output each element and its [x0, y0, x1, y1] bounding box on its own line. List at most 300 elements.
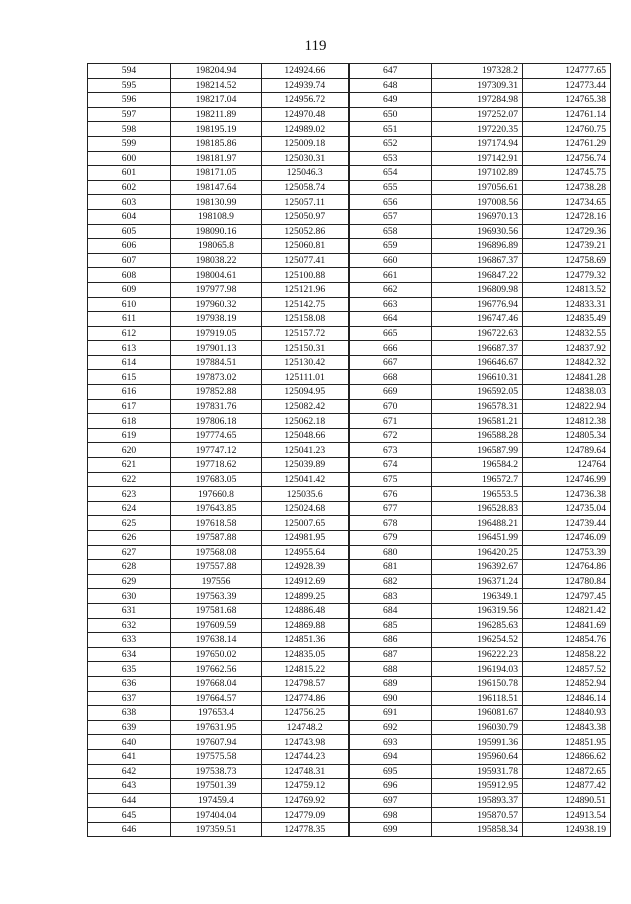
y-coordinate-cell: 125094.95	[262, 385, 349, 400]
x-coordinate-cell: 198181.97	[171, 151, 262, 166]
table-row	[88, 428, 611, 443]
x-coordinate-cell: 197643.85	[171, 501, 262, 516]
y-coordinate-cell: 124734.65	[523, 195, 611, 210]
y-coordinate-cell: 125041.42	[262, 472, 349, 487]
y-coordinate-cell: 125130.42	[262, 355, 349, 370]
y-coordinate-cell: 124815.22	[262, 662, 349, 677]
table-row	[88, 487, 611, 502]
x-coordinate-cell: 197960.32	[171, 297, 262, 312]
point-number-cell: 638	[88, 706, 171, 721]
x-coordinate-cell: 197575.58	[171, 749, 262, 764]
x-coordinate-cell: 197404.04	[171, 808, 262, 823]
table-row	[88, 706, 611, 721]
y-coordinate-cell: 124840.93	[523, 706, 611, 721]
table-row	[88, 662, 611, 677]
x-coordinate-cell: 196392.67	[432, 560, 523, 575]
table-row	[88, 341, 611, 356]
table-row	[88, 735, 611, 750]
x-coordinate-cell: 197501.39	[171, 779, 262, 794]
table-row	[88, 414, 611, 429]
x-coordinate-cell: 196553.5	[432, 487, 523, 502]
table-row	[88, 268, 611, 283]
x-coordinate-cell: 197459.4	[171, 793, 262, 808]
y-coordinate-cell: 124841.69	[523, 618, 611, 633]
point-number-cell: 635	[88, 662, 171, 677]
y-coordinate-cell: 125142.75	[262, 297, 349, 312]
y-coordinate-cell: 124981.95	[262, 531, 349, 546]
point-number-cell: 631	[88, 603, 171, 618]
point-number-cell: 675	[349, 472, 432, 487]
table-row	[88, 691, 611, 706]
y-coordinate-cell: 124798.57	[262, 676, 349, 691]
x-coordinate-cell: 197884.51	[171, 355, 262, 370]
y-coordinate-cell: 124851.95	[523, 735, 611, 750]
y-coordinate-cell: 124756.74	[523, 151, 611, 166]
y-coordinate-cell: 124760.75	[523, 122, 611, 137]
y-coordinate-cell: 124970.48	[262, 107, 349, 122]
point-number-cell: 606	[88, 239, 171, 254]
y-coordinate-cell: 124854.76	[523, 633, 611, 648]
x-coordinate-cell: 198185.86	[171, 136, 262, 151]
y-coordinate-cell: 125050.97	[262, 209, 349, 224]
y-coordinate-cell: 125060.81	[262, 239, 349, 254]
table-row	[88, 122, 611, 137]
point-number-cell: 640	[88, 735, 171, 750]
y-coordinate-cell: 124764.86	[523, 560, 611, 575]
x-coordinate-cell: 196847.22	[432, 268, 523, 283]
point-number-cell: 639	[88, 720, 171, 735]
point-number-cell: 680	[349, 545, 432, 560]
x-coordinate-cell: 197747.12	[171, 443, 262, 458]
point-number-cell: 598	[88, 122, 171, 137]
table-row	[88, 297, 611, 312]
y-coordinate-cell: 125009.18	[262, 136, 349, 151]
x-coordinate-cell: 197008.56	[432, 195, 523, 210]
point-number-cell: 642	[88, 764, 171, 779]
y-coordinate-cell: 124838.03	[523, 385, 611, 400]
table-row	[88, 355, 611, 370]
y-coordinate-cell: 125082.42	[262, 399, 349, 414]
x-coordinate-cell: 197831.76	[171, 399, 262, 414]
x-coordinate-cell: 197359.51	[171, 822, 262, 837]
y-coordinate-cell: 124777.65	[523, 64, 611, 79]
point-number-cell: 595	[88, 78, 171, 93]
point-number-cell: 679	[349, 531, 432, 546]
x-coordinate-cell: 196930.56	[432, 224, 523, 239]
table-row	[88, 501, 611, 516]
y-coordinate-cell: 124805.34	[523, 428, 611, 443]
table-row	[88, 603, 611, 618]
x-coordinate-cell: 198038.22	[171, 253, 262, 268]
table-row	[88, 676, 611, 691]
point-number-cell: 694	[349, 749, 432, 764]
point-number-cell: 617	[88, 399, 171, 414]
y-coordinate-cell: 124989.02	[262, 122, 349, 137]
y-coordinate-cell: 124866.62	[523, 749, 611, 764]
x-coordinate-cell: 196528.83	[432, 501, 523, 516]
y-coordinate-cell: 125024.68	[262, 501, 349, 516]
point-number-cell: 665	[349, 326, 432, 341]
x-coordinate-cell: 196578.31	[432, 399, 523, 414]
y-coordinate-cell: 125062.18	[262, 414, 349, 429]
x-coordinate-cell: 196687.37	[432, 341, 523, 356]
y-coordinate-cell: 125111.01	[262, 370, 349, 385]
table-row	[88, 239, 611, 254]
y-coordinate-cell: 124739.44	[523, 516, 611, 531]
y-coordinate-cell: 124813.52	[523, 282, 611, 297]
x-coordinate-cell: 196610.31	[432, 370, 523, 385]
x-coordinate-cell: 197664.57	[171, 691, 262, 706]
x-coordinate-cell: 198004.61	[171, 268, 262, 283]
table-row	[88, 136, 611, 151]
point-number-cell: 616	[88, 385, 171, 400]
y-coordinate-cell: 124735.04	[523, 501, 611, 516]
x-coordinate-cell: 198211.89	[171, 107, 262, 122]
point-number-cell: 643	[88, 779, 171, 794]
x-coordinate-cell: 197901.13	[171, 341, 262, 356]
x-coordinate-cell: 196451.99	[432, 531, 523, 546]
table-row	[88, 808, 611, 823]
y-coordinate-cell: 124797.45	[523, 589, 611, 604]
table-row	[88, 224, 611, 239]
point-number-cell: 652	[349, 136, 432, 151]
table-row	[88, 749, 611, 764]
y-coordinate-cell: 124955.64	[262, 545, 349, 560]
y-coordinate-cell: 125048.66	[262, 428, 349, 443]
table-row	[88, 195, 611, 210]
x-coordinate-cell: 198108.9	[171, 209, 262, 224]
point-number-cell: 609	[88, 282, 171, 297]
point-number-cell: 630	[88, 589, 171, 604]
point-number-cell: 659	[349, 239, 432, 254]
page-number: 119	[304, 38, 327, 54]
point-number-cell: 699	[349, 822, 432, 837]
y-coordinate-cell: 125035.6	[262, 487, 349, 502]
point-number-cell: 693	[349, 735, 432, 750]
y-coordinate-cell: 124938.19	[523, 822, 611, 837]
point-number-cell: 619	[88, 428, 171, 443]
point-number-cell: 674	[349, 458, 432, 473]
point-number-cell: 664	[349, 312, 432, 327]
x-coordinate-cell: 197653.4	[171, 706, 262, 721]
point-number-cell: 649	[349, 93, 432, 108]
y-coordinate-cell: 124759.12	[262, 779, 349, 794]
point-number-cell: 646	[88, 822, 171, 837]
point-number-cell: 599	[88, 136, 171, 151]
y-coordinate-cell: 124912.69	[262, 574, 349, 589]
point-number-cell: 601	[88, 166, 171, 181]
table-row	[88, 180, 611, 195]
y-coordinate-cell: 124843.38	[523, 720, 611, 735]
point-number-cell: 670	[349, 399, 432, 414]
y-coordinate-cell: 124846.14	[523, 691, 611, 706]
point-number-cell: 656	[349, 195, 432, 210]
table-row	[88, 399, 611, 414]
y-coordinate-cell: 124852.94	[523, 676, 611, 691]
point-number-cell: 628	[88, 560, 171, 575]
point-number-cell: 650	[349, 107, 432, 122]
point-number-cell: 626	[88, 531, 171, 546]
point-number-cell: 597	[88, 107, 171, 122]
point-number-cell: 645	[88, 808, 171, 823]
table-row	[88, 443, 611, 458]
table-row	[88, 78, 611, 93]
table-row	[88, 560, 611, 575]
x-coordinate-cell: 196587.99	[432, 443, 523, 458]
x-coordinate-cell: 196722.63	[432, 326, 523, 341]
point-number-cell: 627	[88, 545, 171, 560]
x-coordinate-cell: 196867.37	[432, 253, 523, 268]
y-coordinate-cell: 125030.31	[262, 151, 349, 166]
table-row	[88, 793, 611, 808]
point-number-cell: 653	[349, 151, 432, 166]
x-coordinate-cell: 196194.03	[432, 662, 523, 677]
point-number-cell: 686	[349, 633, 432, 648]
x-coordinate-cell: 196776.94	[432, 297, 523, 312]
point-number-cell: 647	[349, 64, 432, 79]
table-row	[88, 779, 611, 794]
table-row	[88, 633, 611, 648]
point-number-cell: 608	[88, 268, 171, 283]
point-number-cell: 644	[88, 793, 171, 808]
y-coordinate-cell: 124745.75	[523, 166, 611, 181]
point-number-cell: 634	[88, 647, 171, 662]
point-number-cell: 651	[349, 122, 432, 137]
point-number-cell: 685	[349, 618, 432, 633]
x-coordinate-cell: 197852.88	[171, 385, 262, 400]
point-number-cell: 636	[88, 676, 171, 691]
y-coordinate-cell: 124779.09	[262, 808, 349, 823]
y-coordinate-cell: 124765.38	[523, 93, 611, 108]
x-coordinate-cell: 196254.52	[432, 633, 523, 648]
point-number-cell: 688	[349, 662, 432, 677]
y-coordinate-cell: 124746.09	[523, 531, 611, 546]
x-coordinate-cell: 197631.95	[171, 720, 262, 735]
x-coordinate-cell: 197174.94	[432, 136, 523, 151]
y-coordinate-cell: 125046.3	[262, 166, 349, 181]
point-number-cell: 603	[88, 195, 171, 210]
y-coordinate-cell: 124851.36	[262, 633, 349, 648]
point-number-cell: 624	[88, 501, 171, 516]
x-coordinate-cell: 196371.24	[432, 574, 523, 589]
point-number-cell: 668	[349, 370, 432, 385]
x-coordinate-cell: 197618.58	[171, 516, 262, 531]
y-coordinate-cell: 124739.21	[523, 239, 611, 254]
x-coordinate-cell: 195912.95	[432, 779, 523, 794]
point-number-cell: 604	[88, 209, 171, 224]
y-coordinate-cell: 124899.25	[262, 589, 349, 604]
point-number-cell: 672	[349, 428, 432, 443]
y-coordinate-cell: 124886.48	[262, 603, 349, 618]
y-coordinate-cell: 124956.72	[262, 93, 349, 108]
point-number-cell: 622	[88, 472, 171, 487]
point-number-cell: 692	[349, 720, 432, 735]
y-coordinate-cell: 125157.72	[262, 326, 349, 341]
x-coordinate-cell: 196285.63	[432, 618, 523, 633]
x-coordinate-cell: 195960.64	[432, 749, 523, 764]
x-coordinate-cell: 196592.05	[432, 385, 523, 400]
x-coordinate-cell: 197102.89	[432, 166, 523, 181]
x-coordinate-cell: 197587.88	[171, 531, 262, 546]
table-row	[88, 385, 611, 400]
x-coordinate-cell: 196319.56	[432, 603, 523, 618]
point-number-cell: 657	[349, 209, 432, 224]
x-coordinate-cell: 197142.91	[432, 151, 523, 166]
y-coordinate-cell: 124835.49	[523, 312, 611, 327]
point-number-cell: 663	[349, 297, 432, 312]
point-number-cell: 678	[349, 516, 432, 531]
x-coordinate-cell: 197977.98	[171, 282, 262, 297]
x-coordinate-cell: 198204.94	[171, 64, 262, 79]
point-number-cell: 637	[88, 691, 171, 706]
point-number-cell: 655	[349, 180, 432, 195]
x-coordinate-cell: 196970.13	[432, 209, 523, 224]
table-row	[88, 574, 611, 589]
point-number-cell: 600	[88, 151, 171, 166]
y-coordinate-cell: 124869.88	[262, 618, 349, 633]
table-row	[88, 166, 611, 181]
x-coordinate-cell: 195870.57	[432, 808, 523, 823]
x-coordinate-cell: 197638.14	[171, 633, 262, 648]
y-coordinate-cell: 125121.96	[262, 282, 349, 297]
table-row	[88, 647, 611, 662]
x-coordinate-cell: 197650.02	[171, 647, 262, 662]
point-number-cell: 632	[88, 618, 171, 633]
y-coordinate-cell: 124764	[523, 458, 611, 473]
y-coordinate-cell: 125077.41	[262, 253, 349, 268]
y-coordinate-cell: 124913.54	[523, 808, 611, 823]
x-coordinate-cell: 197556	[171, 574, 262, 589]
y-coordinate-cell: 124758.69	[523, 253, 611, 268]
point-number-cell: 602	[88, 180, 171, 195]
point-number-cell: 607	[88, 253, 171, 268]
x-coordinate-cell: 197568.08	[171, 545, 262, 560]
y-coordinate-cell: 124748.31	[262, 764, 349, 779]
x-coordinate-cell: 197873.02	[171, 370, 262, 385]
point-number-cell: 611	[88, 312, 171, 327]
y-coordinate-cell: 124773.44	[523, 78, 611, 93]
y-coordinate-cell: 124890.51	[523, 793, 611, 808]
point-number-cell: 660	[349, 253, 432, 268]
y-coordinate-cell: 124841.28	[523, 370, 611, 385]
x-coordinate-cell: 197774.65	[171, 428, 262, 443]
y-coordinate-cell: 124821.42	[523, 603, 611, 618]
x-coordinate-cell: 197581.68	[171, 603, 262, 618]
point-number-cell: 681	[349, 560, 432, 575]
table-row	[88, 531, 611, 546]
y-coordinate-cell: 124789.64	[523, 443, 611, 458]
table-row	[88, 589, 611, 604]
y-coordinate-cell: 124778.35	[262, 822, 349, 837]
point-number-cell: 687	[349, 647, 432, 662]
y-coordinate-cell: 124872.65	[523, 764, 611, 779]
x-coordinate-cell: 197683.05	[171, 472, 262, 487]
x-coordinate-cell: 195858.34	[432, 822, 523, 837]
x-coordinate-cell: 197538.73	[171, 764, 262, 779]
x-coordinate-cell: 196222.23	[432, 647, 523, 662]
y-coordinate-cell: 124774.86	[262, 691, 349, 706]
point-number-cell: 596	[88, 93, 171, 108]
x-coordinate-cell: 198171.05	[171, 166, 262, 181]
point-number-cell: 633	[88, 633, 171, 648]
point-number-cell: 620	[88, 443, 171, 458]
y-coordinate-cell: 124738.28	[523, 180, 611, 195]
x-coordinate-cell: 196747.46	[432, 312, 523, 327]
y-coordinate-cell: 124939.74	[262, 78, 349, 93]
y-coordinate-cell: 124748.2	[262, 720, 349, 735]
table-row	[88, 107, 611, 122]
y-coordinate-cell: 124753.39	[523, 545, 611, 560]
x-coordinate-cell: 196896.89	[432, 239, 523, 254]
x-coordinate-cell: 196588.28	[432, 428, 523, 443]
y-coordinate-cell: 124761.14	[523, 107, 611, 122]
x-coordinate-cell: 196584.2	[432, 458, 523, 473]
point-number-cell: 648	[349, 78, 432, 93]
y-coordinate-cell: 124842.32	[523, 355, 611, 370]
x-coordinate-cell: 198195.19	[171, 122, 262, 137]
x-coordinate-cell: 197938.19	[171, 312, 262, 327]
x-coordinate-cell: 196581.21	[432, 414, 523, 429]
table-row	[88, 764, 611, 779]
table-row	[88, 516, 611, 531]
point-number-cell: 658	[349, 224, 432, 239]
point-number-cell: 605	[88, 224, 171, 239]
y-coordinate-cell: 124743.98	[262, 735, 349, 750]
point-number-cell: 698	[349, 808, 432, 823]
x-coordinate-cell: 195991.36	[432, 735, 523, 750]
y-coordinate-cell: 124780.84	[523, 574, 611, 589]
x-coordinate-cell: 196646.67	[432, 355, 523, 370]
table-row	[88, 282, 611, 297]
point-number-cell: 669	[349, 385, 432, 400]
point-number-cell: 683	[349, 589, 432, 604]
y-coordinate-cell: 125057.11	[262, 195, 349, 210]
y-coordinate-cell: 124877.42	[523, 779, 611, 794]
x-coordinate-cell: 197056.61	[432, 180, 523, 195]
x-coordinate-cell: 198065.8	[171, 239, 262, 254]
y-coordinate-cell: 125058.74	[262, 180, 349, 195]
x-coordinate-cell: 197328.2	[432, 64, 523, 79]
y-coordinate-cell: 125100.88	[262, 268, 349, 283]
coordinates-table-body	[88, 64, 611, 837]
x-coordinate-cell: 195931.78	[432, 764, 523, 779]
point-number-cell: 615	[88, 370, 171, 385]
x-coordinate-cell: 197220.35	[432, 122, 523, 137]
point-number-cell: 662	[349, 282, 432, 297]
x-coordinate-cell: 197660.8	[171, 487, 262, 502]
y-coordinate-cell: 125039.89	[262, 458, 349, 473]
x-coordinate-cell: 197668.04	[171, 676, 262, 691]
x-coordinate-cell: 198147.64	[171, 180, 262, 195]
x-coordinate-cell: 197557.88	[171, 560, 262, 575]
y-coordinate-cell: 124858.22	[523, 647, 611, 662]
point-number-cell: 623	[88, 487, 171, 502]
x-coordinate-cell: 196081.67	[432, 706, 523, 721]
x-coordinate-cell: 196420.25	[432, 545, 523, 560]
point-number-cell: 690	[349, 691, 432, 706]
point-number-cell: 667	[349, 355, 432, 370]
table-row	[88, 312, 611, 327]
point-number-cell: 618	[88, 414, 171, 429]
point-number-cell: 696	[349, 779, 432, 794]
y-coordinate-cell: 124761.29	[523, 136, 611, 151]
x-coordinate-cell: 197919.05	[171, 326, 262, 341]
table-row	[88, 720, 611, 735]
point-number-cell: 671	[349, 414, 432, 429]
point-number-cell: 614	[88, 355, 171, 370]
y-coordinate-cell: 124744.23	[262, 749, 349, 764]
x-coordinate-cell: 198090.16	[171, 224, 262, 239]
